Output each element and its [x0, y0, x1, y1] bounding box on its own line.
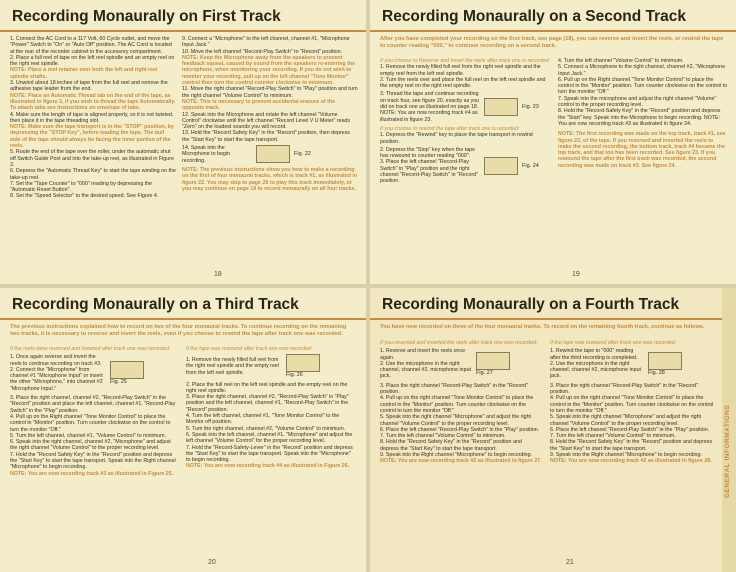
step: 7. Turn the left channel "Volume Control" to minimum. — [380, 433, 506, 440]
note: NOTE: The first recording was made on the top track, track #1, see figure 22, of the tape. If you reversed and inverted the reels to make the second recording, the bottom track, track #4 became the top track, and that too has been recorded. See figure 23. If you rewound the tape after the first track was recorded, the second recording was made on track #3. See figure 24. — [558, 131, 726, 169]
step: 2. Turn the reels over and place the full reel on the left reel spindle and the empty reel on the right reel spindle. — [380, 76, 546, 90]
step: 9. Speak into the Right channel "Microphone" to begin recording. — [380, 452, 532, 459]
note: NOTE: The previous instructions show you how to make a recording on the first of four monaural tracks, which is track #1, as illustrated in figure 22. You may skip to page 29 to play this track immediately, or you may continue on page 19 to record monaurally on all four tracks. — [182, 166, 358, 192]
step: 2. Place the full reel on the left reel spindle and the empty reel on the right reel spindle. — [186, 381, 348, 394]
step: 1. Rewind the tape to "000" reading after the third recording is completed. — [550, 348, 638, 361]
step: 9. Speak into the Right channel "Microphone" to begin recording. — [550, 452, 702, 459]
step: 8. Hold the "Record-Safety Key" in the "Record" position and depress the "Start" key. Speak into the Microphone to begin recording. NOTE: You are now recording track #3 as illustrated in figure 24. — [558, 108, 721, 127]
figure-23 — [380, 91, 550, 122]
step: 4. Turn the left channel "Volume Control" to minimum. — [558, 58, 684, 64]
step: 3. Place the right channel "Record-Play Switch" in the "Record" position. — [550, 382, 698, 396]
title-rule — [370, 30, 736, 32]
step: 2. Connect the "Microphone" from channel #1 "Microphone Input" or insert the other "Microphone," into channel #2 "Microphone Input." — [10, 366, 103, 392]
note: NOTE: Keep the Microphone away from the speakers to prevent feedback squeal, caused by sound from the speakers re-entering the microphone, when monitoring your recording. If you do not wish to monitor your recording, pull up on the left channel "Tone Monitor" control then turn the control counter clockwise to minimum. — [182, 54, 356, 87]
section-lead: If the tape was rewound after track one was recorded: — [186, 346, 313, 352]
tape-diagram — [110, 361, 144, 379]
step: 7. Speak into the microphone and adjust the right channel "Volume" control to the proper recording level. — [558, 95, 717, 109]
page-20 — [0, 288, 366, 572]
page-18 — [0, 0, 366, 284]
step: 4. Make sure the length of tape is aligned properly, so it is not twisted, then place it in the tape threading slot. — [10, 111, 174, 124]
note: NOTE: This is necessary to prevent accidental erasure of the opposite track. — [182, 98, 336, 112]
step: 3. Place the right channel, channel #2, "Record-Play Switch" in "Play" position and the left channel, channel #1, "Record-Play Switch" in the "Record" position. — [186, 394, 349, 413]
page-19 — [370, 0, 736, 284]
step: 6. Place the left channel "Record-Play Switch" in the "Play" position. — [550, 426, 710, 433]
steps-right — [558, 58, 728, 169]
figure-label: Fig. 25 — [110, 379, 127, 386]
note: NOTE: You are now recording track #3 as illustrated in Figure 25. — [10, 470, 174, 477]
step: 3. Unwind about 18 inches of tape from the full reel and remove the adhesive tape leader from the end. — [10, 80, 168, 93]
note: NOTE: You are now recording track #4 as illustrated in Figure 26. — [186, 463, 350, 470]
steps-right — [182, 36, 358, 192]
step: 4. Pull up on the Right channel "Tone Monitor Control" to place the control in "Monitor" position. Turn counter clockwise on the control to turn the monitor "Off." — [10, 413, 171, 433]
step: 1. Connect the AC Cord to a 117 Volt, 60 Cycle outlet, and move the "Power" Switch to "On" or "Auto Off" position. The AC Cord is located at the rear of the recorder cabinet in the accessory compartment. — [10, 36, 172, 55]
step: 6. Speak into the right channel, channel #2, "Microphone" and adjust the right channel "Volume Control" to the proper recording level. — [10, 439, 171, 452]
step: 6. Pull up on the Right channel "Tone Monitor Control" to place the control in the "Monitor" position. Turn counter clockwise on the control to turn the monitor "Off." — [558, 76, 728, 96]
tape-diagram — [286, 354, 320, 372]
step: 2. Depress the "Stop" key when the tape has rewound to counter reading "000". — [380, 146, 476, 160]
step: 9. Connect a "Microphone" to the left channel, channel #1, "Microphone Input Jack." — [182, 36, 350, 49]
figure-label: Fig. 22 — [294, 151, 311, 158]
page-title: Recording Monaurally on a Second Track — [382, 8, 687, 25]
page-number: 20 — [208, 559, 216, 566]
figure-22 — [182, 145, 358, 164]
note: NOTE: You are now recording track #2 as illustrated in figure 27. — [380, 458, 542, 465]
step: 4. Pull up on the right channel "Tone Monitor Control" to place the control in the "Monitor" position. Turn counter clockwise on the control to turn the monitor "Off." — [380, 395, 534, 414]
step: 7. Turn the left channel "Volume Control" to minimum. — [550, 433, 676, 440]
page-number: 19 — [572, 271, 580, 278]
step: 3. Thread the tape and continue recording on track four, see figure 20, exactly as you did on track one as illustrated on page 18. NOTE: You are now recording track #4 as illustrated in figure 23. — [380, 91, 480, 123]
intro-text: After you have completed your recording on the first track, see page (18), you can reverse and invert the reels, or rewind the tape to counter reading "000," to continue recording on a second track. — [380, 36, 724, 49]
note: NOTE: Make sure the tape transport is in the "STOP" position, by depressing the "STOP Key", before loading the tape. The dull side of the tape should always be facing the inner portion of the reels. — [10, 124, 174, 150]
step: 2. Place a full reel of tape on the left reel spindle and an empty reel on the right reel spindle. — [10, 54, 175, 68]
section-lead: If the tape was rewound after track one was recorded: — [550, 340, 677, 346]
step: 3. Place the left channel "Record-Play Switch" in "Play" position and the right channel "Record-Play Switch" in "Record" position. — [380, 159, 478, 185]
title-rule — [370, 318, 722, 320]
step: 10. Move the left channel "Record-Play Switch" to "Record" position. — [182, 48, 343, 55]
section-lead: If you choose to rewind the tape after track one is recorded: — [380, 125, 520, 132]
step: 5. Connect a Microphone to the right channel, channel #2, "Microphone Input Jack." — [558, 64, 726, 77]
step: 7. Hold the "Record Safety Key" in the "Record" position and depress the "Start Key" to start the tape transport. Speak into the Right channel "Microphone" to begin recording. — [10, 451, 176, 471]
step: 7. Set the "Tape Counter" to "000" reading by depressing the "Automatic Reset Button". — [10, 180, 153, 194]
step: 5. Speak into the right channel "Microphone" and adjust the right channel "Volume Control" to the proper recording level. — [380, 414, 531, 427]
step: 5. Turn the left channel, channel #1, "Volume Control" to minimum. — [10, 432, 166, 439]
section-tab-label: GENERAL INFORMATIONS — [724, 404, 731, 498]
page-title: Recording Monaurally on First Track — [12, 8, 281, 25]
figure-25 — [10, 354, 178, 392]
steps-right — [186, 346, 356, 470]
figure-28 — [550, 348, 714, 379]
step: 5. Turn the right channel, channel #2, "Volume Control" to minimum. — [186, 425, 346, 432]
step: 8. Hold the "Record Safety Key" in the "Record" position and depress the "Start Key" to start the tape transport. — [380, 439, 522, 452]
figure-label: Fig. 24 — [522, 162, 539, 169]
step: 2. Use the microphone in the right channel, channel #2, microphone input jack. — [550, 360, 641, 380]
figure-label: Fig. 26 — [286, 372, 303, 379]
intro-text: You have now recorded on three of the four monaural tracks. To record on the remaining fourth track, continue as follows. — [380, 324, 705, 330]
step: 8. Hold the "Record Safety Key" in the "Record" position and depress the "Start Key" to start the tape transport. — [550, 439, 713, 452]
step: 5. Route the end of the tape over the roller, under the automatic shut off Switch Guide Post and into the take-up reel, as illustrated in Figure 3. — [10, 149, 174, 168]
step: 1. Remove the newly filled full reel from the right reel spindle and the empty reel from the left reel spindle. — [380, 64, 541, 77]
figure-27 — [380, 348, 542, 379]
step: 11. Move the right channel "Record-Play Switch" to "Play" position and turn the right channel "Volume Control" to minimum. — [182, 86, 358, 99]
step: 3. Place the right channel, channel #2, "Record-Play Switch" in the "Record" position and place the left channel, channel #1, "Record-Play Switch" in the "Play" position. — [10, 395, 176, 414]
page-title: Recording Monaurally on a Fourth Track — [382, 296, 680, 313]
page-title: Recording Monaurally on a Third Track — [12, 296, 299, 313]
tape-diagram — [648, 352, 682, 370]
section-lead: If you choose to Reverse and Invert the reels after track one is recorded: — [380, 58, 550, 64]
step: 1. Remove the newly filled full reel from the right reel spindle and the empty reel from the left reel spindle. — [186, 357, 280, 376]
tape-diagram — [256, 145, 290, 163]
step: 12. Speak into the Microphone and rotate the left channel "Volume Control" clockwise until the left channel "Record Level V U Meter" reads "Zero" on the loudest sounds you will record. — [182, 111, 351, 131]
figure-label: Fig. 28 — [648, 369, 665, 376]
step: 1. Reverse and invert the reels once again. — [380, 348, 466, 361]
steps-left — [380, 58, 550, 188]
intro-text: The previous instructions explained how to record on two of the four monaural tracks. To continue recording on the remaining two tracks, it is necessary to reverse and invert the reels, even if you choose to rewind the tape after track one was recorded. — [10, 324, 347, 337]
steps-left — [10, 346, 178, 477]
tape-diagram — [484, 157, 518, 175]
step: 1. Once again reverse and invert the reels to continue recording on track #3. — [10, 354, 102, 367]
step: 13. Hold the "Record Safety Key" in the "Record" position, then depress the "Start Key" to start the tape transport. — [182, 130, 350, 143]
tape-diagram — [484, 98, 518, 116]
title-rule — [0, 30, 366, 32]
figure-24 — [380, 147, 550, 185]
tape-diagram — [476, 352, 510, 370]
step: 8. Set the "Speed Selector" to the desired speed. See Figure 4. — [10, 193, 159, 200]
note: NOTE: Place a reel retainer over both the left and right reel spindle shafts. — [10, 67, 158, 80]
step: 4. Turn the left channel, channel #1, "Tone Monitor Control" to the Monitor off position. — [186, 413, 340, 426]
step: 6. Place the left channel "Record-Play Switch" in the "Play" position. — [380, 426, 540, 433]
steps-left — [10, 36, 176, 200]
section-lead: If you reversed and inverted the reels after track one was recorded: — [380, 340, 538, 346]
title-rule — [0, 318, 366, 320]
section-lead: If the reels were reversed and inverted after track one was recorded: — [10, 346, 171, 352]
page-number: 18 — [214, 271, 222, 278]
steps-right — [550, 340, 714, 465]
figure-26 — [186, 354, 356, 378]
step: 6. Speak into the left channel, channel #1, "Microphone" and adjust the left channel "Volume Control" for the proper recording level. — [186, 431, 353, 445]
step: 14. Speak into the Microphone to begin recording. — [182, 145, 230, 164]
step: 4. Pull up on the right channel "Tone Monitor Control" to place the control in the "Monitor" position. Turn counter clockwise on the control to turn the monitor "Off." — [550, 395, 714, 414]
steps-left — [380, 340, 542, 465]
note: NOTE: You are now recording track #2 as illustrated in figure 28. — [550, 458, 712, 465]
note: NOTE: Place an Automatic Thread tab on the end of the tape, as illustrated in figure 3, if you wish to thread the tape Automatically. To attach tabs see instructions on envelope of tabs. — [10, 92, 176, 112]
step: 7. Hold the "Record-Safety-Lever" in the "Record" position and depress the "Start Key" to start the tape transport. Speak into the "Microphone" to begin recording. — [186, 444, 353, 464]
step: 1. Depress the "Rewind" key to place the tape transport in rewind position. — [380, 132, 533, 145]
page-number: 21 — [566, 559, 574, 566]
step: 2. Use the microphone in the right channel, channel #2, microphone input jack. — [380, 360, 471, 380]
step: 6. Depress the "Automatic Thread Key" to start the tape winding on the take-up reel. — [10, 168, 176, 181]
step: 5. Speak into the right channel "Microphone" and adjust the right channel "Volume Control" to the proper recording level. — [550, 414, 701, 427]
step: 3. Place the right channel "Record-Play Switch" in the "Record" position. — [380, 382, 528, 396]
figure-label: Fig. 27 — [476, 369, 493, 376]
page-21 — [370, 288, 736, 572]
figure-label: Fig. 23 — [522, 104, 539, 111]
